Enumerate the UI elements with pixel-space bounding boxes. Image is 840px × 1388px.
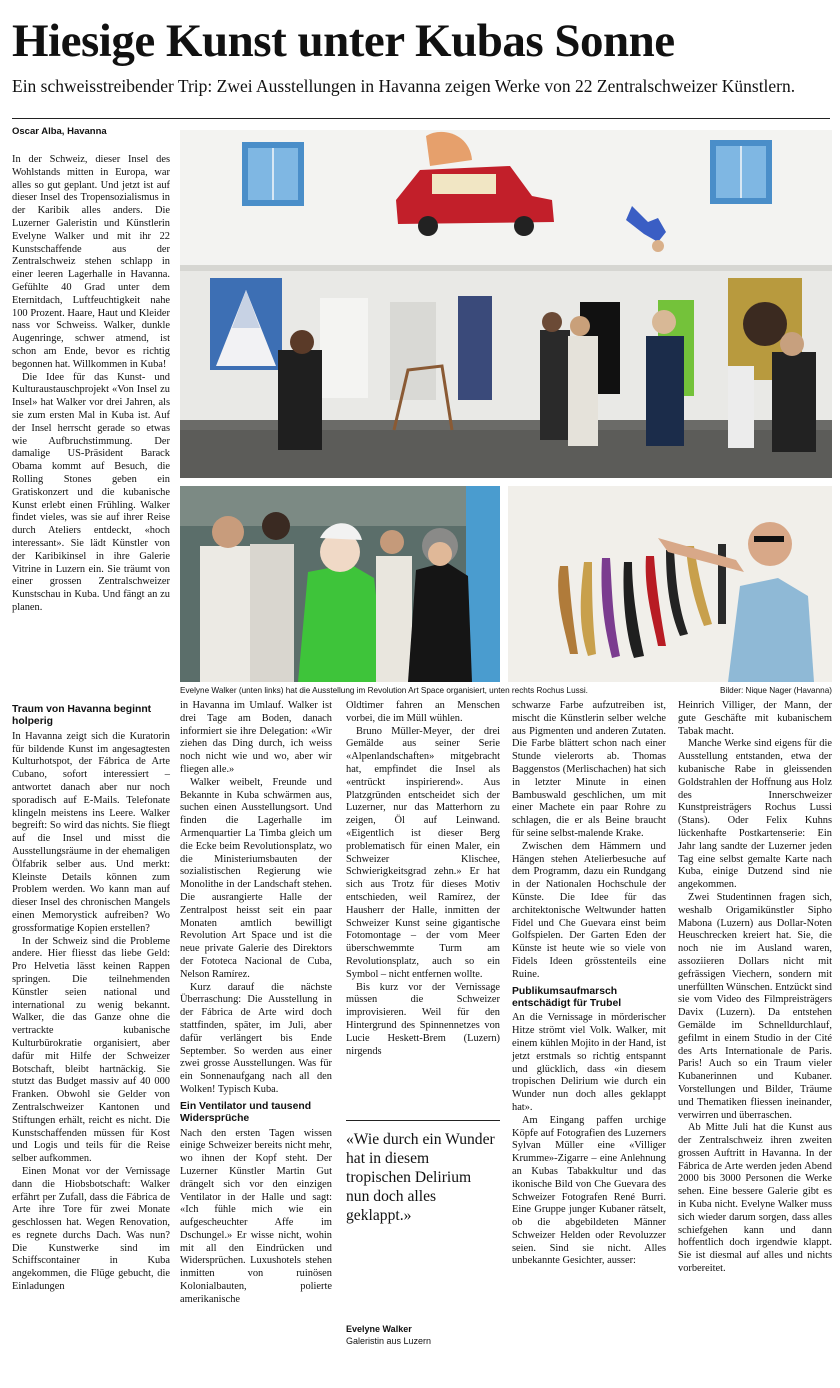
paragraph: schwarze Farbe aufzutreiben ist, mischt die Künstlerin selber welche aus Pigmenten und anderen Zutaten. Die Farbe blättert schon nach einer Stunde vielerorts ab. Thomas Baggenstos (Merlischachen) hat sich in letzter Minute in einen Bambuswald geschlichen, um mit einer Machete ein paar Rohre zu schlagen, die er als Beine braucht für seine selbst-malende Krake. bbox=[512, 700, 666, 839]
photo-exhibition-hall bbox=[180, 130, 832, 478]
byline: Oscar Alba, Havanna bbox=[12, 126, 107, 137]
paragraph: Bis kurz vor der Vernissage müssen die Schweizer improvisieren. Weil für den Hintergrund des Spinnennetzes von Lucie Heskett-Brem (Luzern) nirgends bbox=[346, 981, 500, 1057]
photo-evelyne-walker bbox=[180, 486, 500, 682]
paragraph: In Havanna zeigt sich die Kuratorin für bildende Kunst im angesagtesten Kulturhotspot, der Fábrica de Arte Cubano, sofort interessiert – antwortet danach aber nur noch sporadisch auf E-Mails. Telefonate klingeln meistens ins Leere. Walker begreift: So wird das nichts. Sie fliegt auf die Insel und misst die Ausstellungsräume in der ehemaligen Ölfabrik selber aus. Und merkt: Kleinste Details können zum Problem werden. Wo kann man auf dieser Insel des chronischen Mangels einen Memorystick aufreiben? Wo grossformatige Kopien erstellen? bbox=[12, 730, 170, 934]
photo-rochus-lussi bbox=[508, 486, 832, 682]
exhibition-hall-image bbox=[180, 130, 832, 478]
quote-role: Galeristin aus Luzern bbox=[346, 1335, 432, 1346]
paragraph: Manche Werke sind eigens für die Ausstellung entstanden, etwa der kubanische Rabe in gleissenden Goldstrahlen der Hoffnung aus Holz des Innerschweizer Kunstpreisträgers Rochus Lussi (Stans). Oder Felix Kuhns lückenhafte Postkartenserie: Ein Jahr lang sandte der Luzerner jeden Tag eine selbst gemalte Karte nach Kuba, einige Dutzend sind nie angekommen. bbox=[678, 738, 832, 891]
photo-credit: Bilder: Nique Nager (Havanna) bbox=[720, 686, 832, 695]
subheading: Ein Ventilator und tausend Widersprüche bbox=[180, 1100, 312, 1125]
subheading: Publikumsaufmarsch entschädigt für Trubel bbox=[512, 985, 622, 1009]
pull-quote: «Wie durch ein Wunder hat in diesem tropischen Delirium nun doch alles geklappt.» bbox=[346, 1131, 495, 1224]
header-rule bbox=[12, 118, 830, 119]
paragraph: Zwischen dem Hämmern und Hängen stehen Atelierbesuche auf dem Programm, dazu ein Rundgang in der Nationalen Hochschule der Künste. Die Idee für das architektonische Weltwunder hatten Fidel und Che Guevara einst beim Golfspielen. Der Garten Eden der Künste ist heute wie so viele von Fidels Ideen grösstenteils eine Ruine. bbox=[512, 840, 666, 980]
column-5 bbox=[678, 700, 832, 1276]
headline: Hiesige Kunst unter Kubas Sonne bbox=[12, 15, 675, 67]
paragraph: Nach den ersten Tagen wissen einige Schweizer bereits nicht mehr, wo ihnen der Kopf steht. Der Luzerner Künstler Martin Gut drängelt sich vor den einzigen Ventilator in der Halle und sagt: «Ich fühle mich wie ein aufgescheuchter Affe im Dschungel.» Er wisse nicht, wohin mit all den Eindrücken und Widersprüchen. Luxushotels stehen inmitten von ruinösen Kolonialbauten, polierte amerikanische bbox=[180, 1127, 332, 1305]
paragraph: In der Schweiz sind die Probleme andere. Hier fliesst das liebe Geld: Pro Helvetia lässt keinen Rappen springen. Die teilnehmenden Künstler seien national und international zu wenig bekannt. Walker, die das Ganze ohne die vertrackte kubanische Kulturbürokratie organisiert, aber dafür mit Hilfe der Schweizer Botschaft, bleibt hartnäckig. Sie stutzt das Budget massiv auf 40 000 Franken. Obwohl sie Gelder von Zentralschweizer Kantonen und Stiftungen erhält, reicht es nicht. Die Kunstschaffenden müssen für Kost und Logis und teils für die Reise selber aufkommen. bbox=[12, 935, 170, 1165]
quote-rule bbox=[346, 1120, 500, 1121]
paragraph: Kurz darauf die nächste Überraschung: Die Ausstellung in der Fábrica de Arte wird doch stattfinden, später, im Juli, aber dafür verlängert bis Ende September. So werden aus einer zwei grosse Ausstellungen. Was für ein Sonnenaufgang nach all den Wolken! Typisch Kuba. bbox=[180, 981, 332, 1095]
paragraph: Einen Monat vor der Vernissage dann die Hiobsbotschaft: Walker erfährt per Zufall, dass die Fábrica de Arte ihre Tore für zwei Monate geschlossen hat. Wegen Renovation, es regnete durchs Dach. Was nun? Die Kunstwerke sind im Schiffscontainer in Kuba angekommen, die Flüge gebucht, die Einladungen bbox=[12, 1165, 170, 1293]
quote-name: Evelyne Walker bbox=[346, 1324, 412, 1334]
paragraph: Am Eingang paffen urchige Köpfe auf Fotografien des Luzerners Sylvan Müller eine «Villiger Krumme»-Zigarre – eine Anlehnung an Kubas Tabakkultur und das ikonische Bild von Che Guevara des Schweizer Fotografen René Burri. Eine Gruppe junger Kubaner rätselt, ob die abgebildeten Männer Schweizer Helden oder Revoluzzer seien. Sind sie nicht. Alles unbekannte Gesichter, ausser: bbox=[512, 1114, 666, 1267]
paragraph: Ab Mitte Juli hat die Kunst aus der Zentralschweiz ihren zweiten grossen Auftritt in Havanna. In der Fábrica de Arte werden jeden Abend 2000 bis 3000 Personen die Werke sehen. Eine bessere Galerie gibt es in Kuba nicht. Evelyne Walker muss sich wieder darum sorgen, dass alles schiefgehen kann und dann hoffentlich doch irgendwie klappt. Sie ist diesmal auf alles und nichts vorbereitet. bbox=[678, 1122, 832, 1275]
subheadline: Ein schweisstreibender Trip: Zwei Ausstellungen in Havanna zeigen Werke von 22 Zentralschweizer Künstlern. bbox=[12, 76, 796, 96]
paragraph: Die Idee für das Kunst- und Kulturaustauschprojekt «Von Insel zu Insel» hat Walker vor drei Jahren, als sie zum ersten Mal in Kuba ist. Auf der Insel herrscht gerade so etwas wie Aufbruchstimmung. Der damalige US-Präsident Barack Obama kommt auf Besuch, die Rolling Stones geben ein Gratiskonzert und die kubanische Kunst erlebt einen Frühling. Walker findet vieles, was sie auf ihrer Reise durch Ateliers entdeckt, «hoch interessant». Sie lädt Künstler von der Karibikinsel in ihre Galerie Vitrine in Luzern ein. Sie träumt von einer grossen Zentralschweizer Kunstschau in Kuba. Und fängt an zu planen. bbox=[12, 371, 170, 613]
column-2 bbox=[180, 700, 332, 1307]
rochus-lussi-image bbox=[508, 486, 832, 682]
photo-caption: Evelyne Walker (unten links) hat die Ausstellung im Revolution Art Space organisiert, unten rechts Rochus Lussi. bbox=[180, 686, 588, 695]
subheading: Traum von Havanna beginnt holperig bbox=[12, 704, 152, 728]
paragraph: An die Vernissage in mörderischer Hitze strömt viel Volk. Walker, mit einem kühlen Mojito in der Hand, ist jetzt erstmals so richtig entspannt und glücklich, dass «in diesem tropischen Delirium wie durch ein Wunder nun doch alles geklappt hat». bbox=[512, 1012, 666, 1113]
paragraph: Oldtimer fahren an Menschen vorbei, die im Müll wühlen. bbox=[346, 700, 500, 724]
evelyne-walker-image bbox=[180, 486, 500, 682]
column-1-lower bbox=[12, 700, 170, 1294]
column-4 bbox=[512, 700, 666, 1268]
paragraph: In der Schweiz, dieser Insel des Wohlstands mitten in Europa, war alles so gut geplant. Und jetzt ist auf dieser Insel des Tropensozialismus in der Karibik alles anders. Die Luzerner Galeristin und Künstlerin Evelyne Walker und mit ihr 22 Kunstschaffende aus der Zentralschweiz stehen schlapp in einer leeren Lagerhalle in Havanna. Gefühlte 40 Grad unter dem Eternitdach, Luftfeuchtigkeit nahe 100 Prozent. Haare, Haut und Kleider nass vor Schweiss. Walker, dunkle Augenringe, schwer atmend, ist schon am Ende, bevor es richtig begonnen hat. Willkommen in Kuba! bbox=[12, 154, 170, 370]
column-3 bbox=[346, 700, 500, 1058]
paragraph: Zwei Studentinnen fragen sich, weshalb Origamikünstler Sipho Mabona (Luzern) aus Dollar-Noten Heuschrecken kreiert hat. Sie, die noch nie im Ausland waren, assoziieren Dollars nicht mit gefrässigen Viechern, sondern mit unerfüllten Wünschen. Entzückt sind sie vom Video des Filmpreisträgers Davix (Luzern). Da entstehen Gemälde im Schnelldurchlauf, gefilmt in einem Studio in der Cité des Arts Internationale de Paris. Paris! Auch so ein Traum vieler Kubanerinnen und Kubaner. Vorstellungen und Bilder, Träume und Thematiken fliessen ineinander, verwirren und überraschen. bbox=[678, 891, 832, 1121]
paragraph: in Havanna im Umlauf. Walker ist drei Tage am Boden, danach informiert sie ihre Delegation: «Wir ziehen das Ding durch, ich weiss noch nicht wie und wo, aber wir fliegen alle.» bbox=[180, 700, 332, 775]
paragraph: Heinrich Villiger, der Mann, der gute Geschäfte mit kubanischem Tabak macht. bbox=[678, 700, 832, 737]
paragraph: Bruno Müller-Meyer, der drei Gemälde aus seiner Serie «Alpenlandschaften» mitgebracht hat, empfindet die Insel als «entrückt inspirierend». Aus Platzgründen entscheidet sich der Luzerner, nur das Matterhorn zu zeigen, Öl auf Leinwand. «Eigentlich ist dieser Berg problematisch für einen Maler, ein Schweizer Klischee, Schwierigkeitsgrad zehn.» Er hat sich aus Trotz für dieses Motiv entschieden, weil Ramírez, der Hausherr der Halle, inmitten der Schweizer Kunst seine gigantische Fotomontage – der vom Meer überschwemmte Turm am Revolutionsplatz, auch so ein Symbol – nicht entfernen wollte. bbox=[346, 725, 500, 980]
column-1 bbox=[12, 154, 170, 615]
pull-quote-attribution bbox=[346, 1324, 496, 1347]
paragraph: Walker weibelt, Freunde und Bekannte in Kuba schwärmen aus, suchen einen Ausstellungsort. Und finden die Lagerhalle im Armenquartier La Timba gleich um die Ecke beim Revolutionsplatz, wo die Ministeriumsbauten der sozialistischen Regierung wie Monolithe in der Landschaft stehen. Die ausrangierte Halle der Zentralpost heisst seit ein paar Monaten amtlich bewilligt Revolution Art Space und ist die neue private Galerie des Direktors der Fototeca Nacional de Cuba, Nelson Ramírez. bbox=[180, 776, 332, 980]
